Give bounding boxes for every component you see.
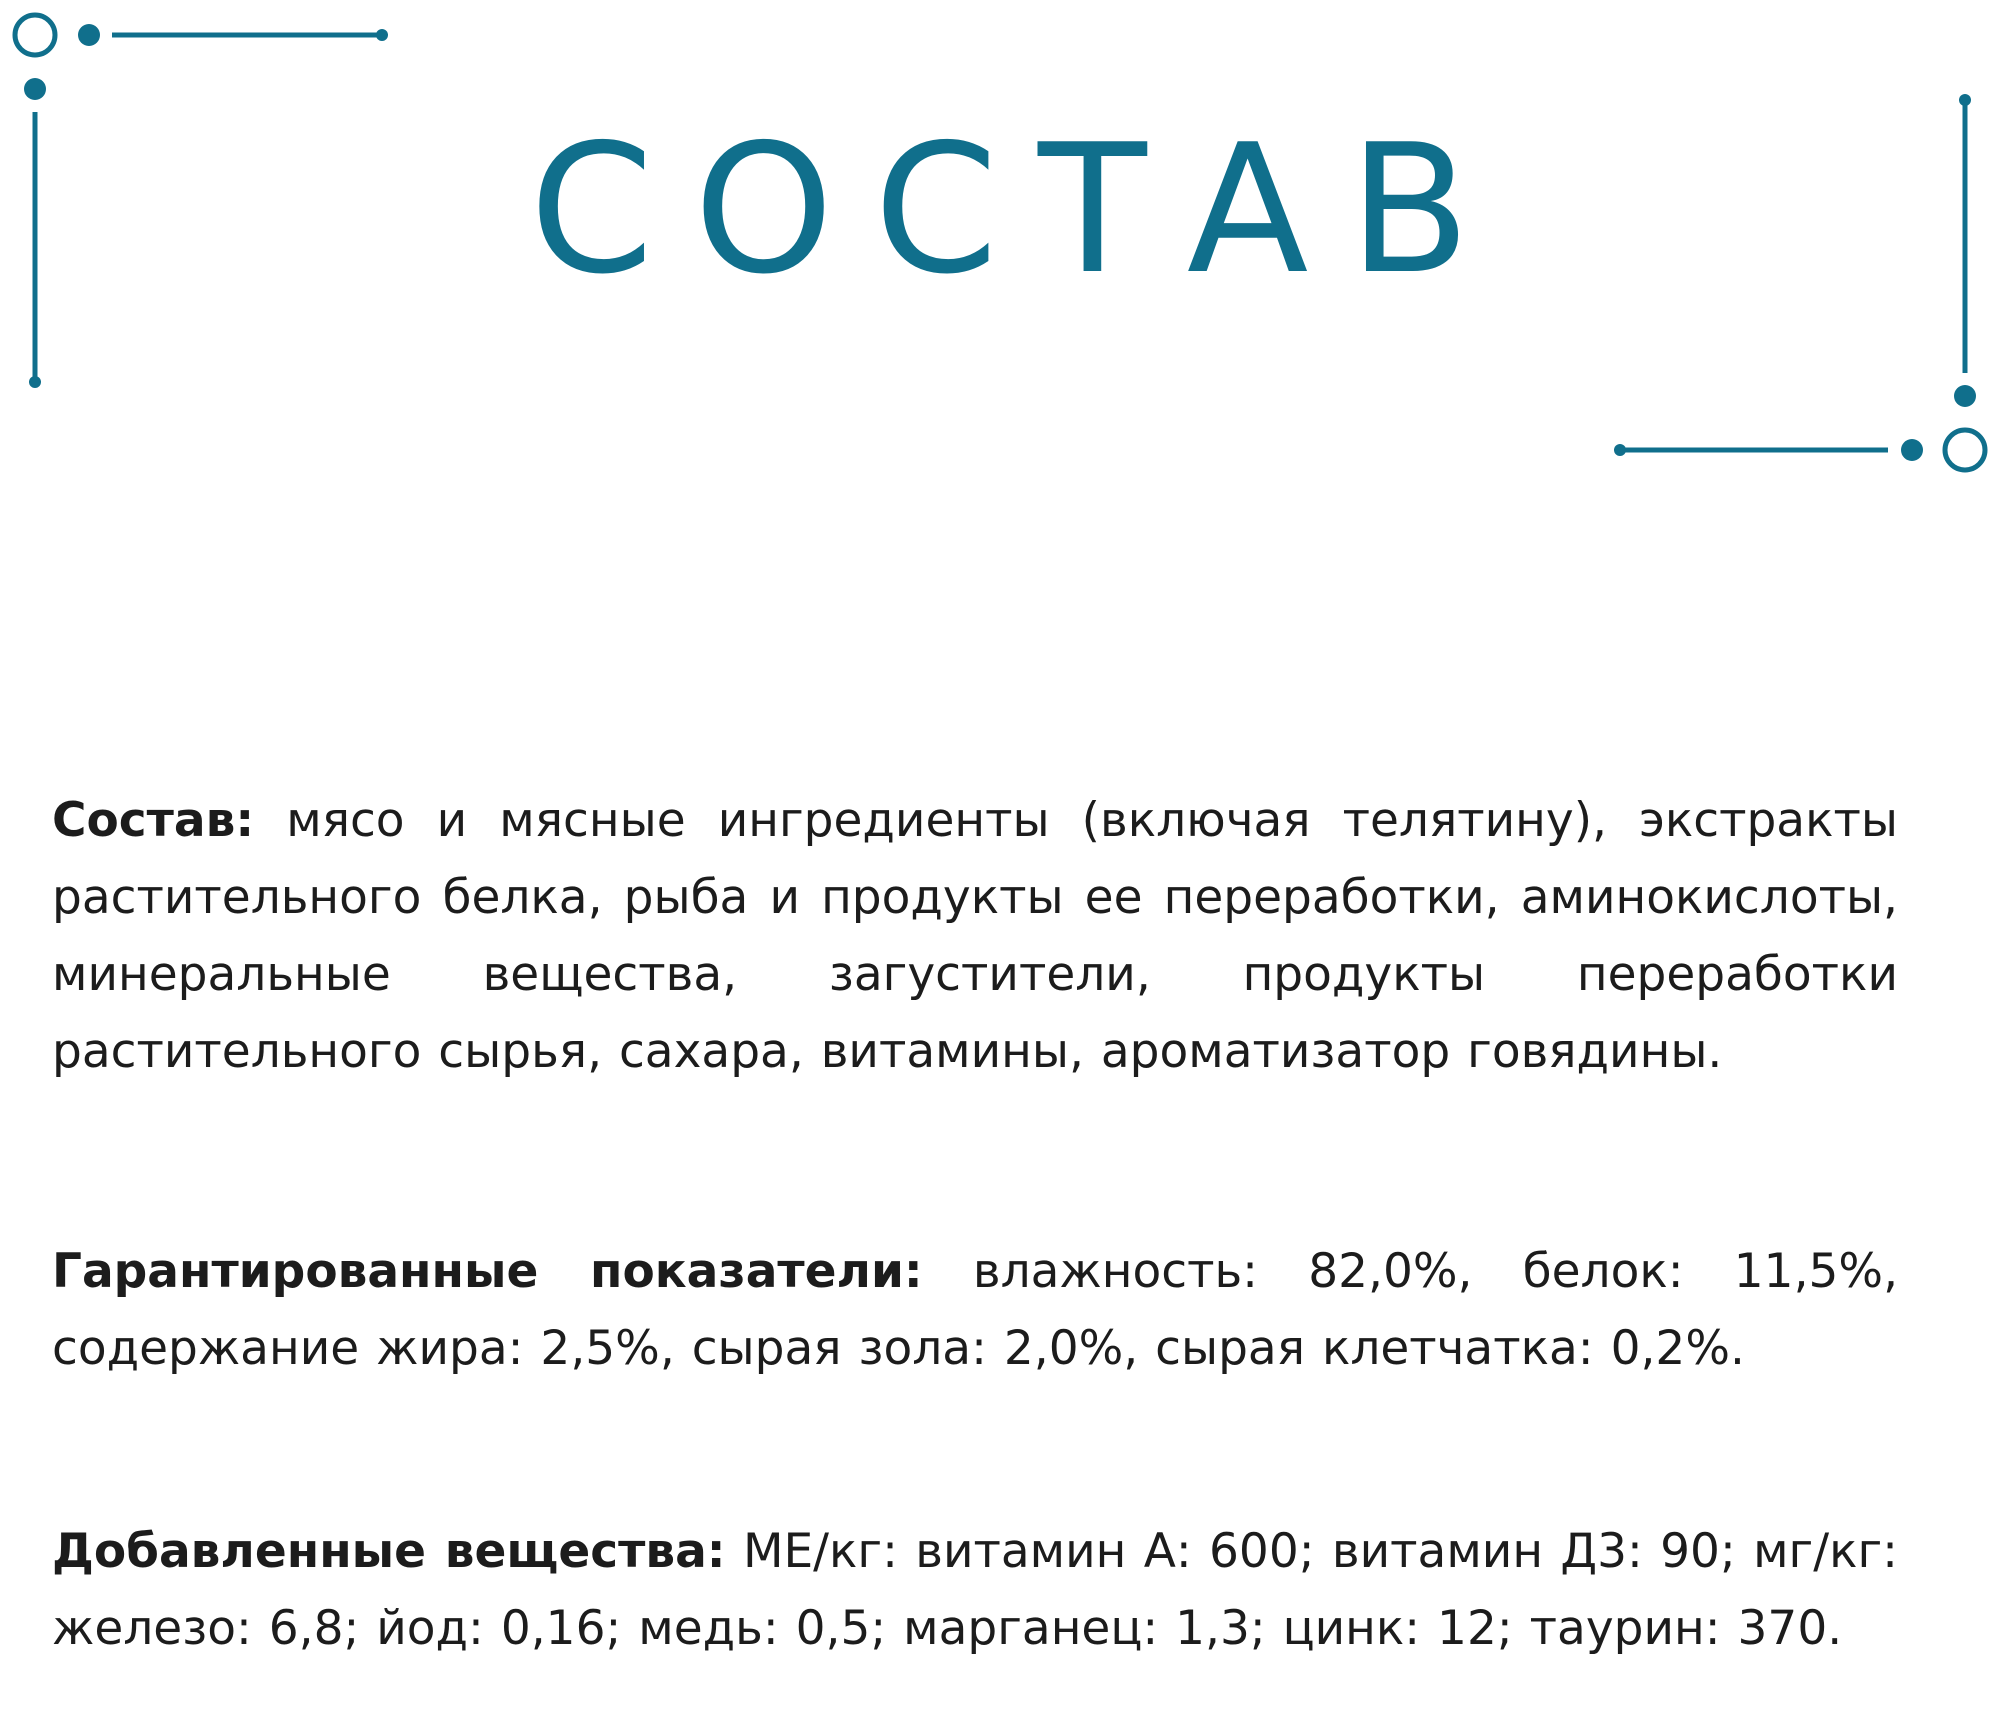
dot-icon — [29, 376, 41, 388]
dot-icon — [1901, 439, 1923, 461]
ring-icon — [1945, 430, 1985, 470]
guaranteed-values-text: влажность: 82,0%, белок: 11,5%, содержание жира: 2,5%, сырая зола: 2,0%, сырая клетчатка: 0,2%. — [52, 1244, 1899, 1376]
dot-icon — [1959, 94, 1971, 106]
page-title: СОСТАВ — [529, 106, 1511, 313]
ring-icon — [15, 15, 55, 55]
guaranteed-values-label: Гарантированные показатели: — [52, 1244, 923, 1299]
dot-icon — [1954, 385, 1976, 407]
composition-text: мясо и мясные ингредиенты (включая телятину), экстракты растительного белка, рыба и продукты ее переработки, аминокислоты, минеральные вещества, загустители, продукты переработки растительного сырья, сахара, витамины, ароматизатор говядины. — [52, 793, 1898, 1079]
composition-label: Состав: — [52, 793, 255, 848]
guaranteed-values-paragraph — [52, 1233, 1898, 1387]
dot-icon — [78, 24, 100, 46]
additives-text: МЕ/кг: витамин А: 600; витамин Д3: 90; мг/кг: железо: 6,8; йод: 0,16; медь: 0,5; марганец: 1,3; цинк: 12; таурин: 370. — [52, 1524, 1899, 1656]
additives-paragraph — [52, 1513, 1898, 1667]
dot-icon — [24, 78, 46, 100]
additives-label: Добавленные вещества: — [52, 1524, 726, 1579]
composition-paragraph — [52, 782, 1898, 1090]
dot-icon — [1614, 444, 1626, 456]
dot-icon — [376, 29, 388, 41]
